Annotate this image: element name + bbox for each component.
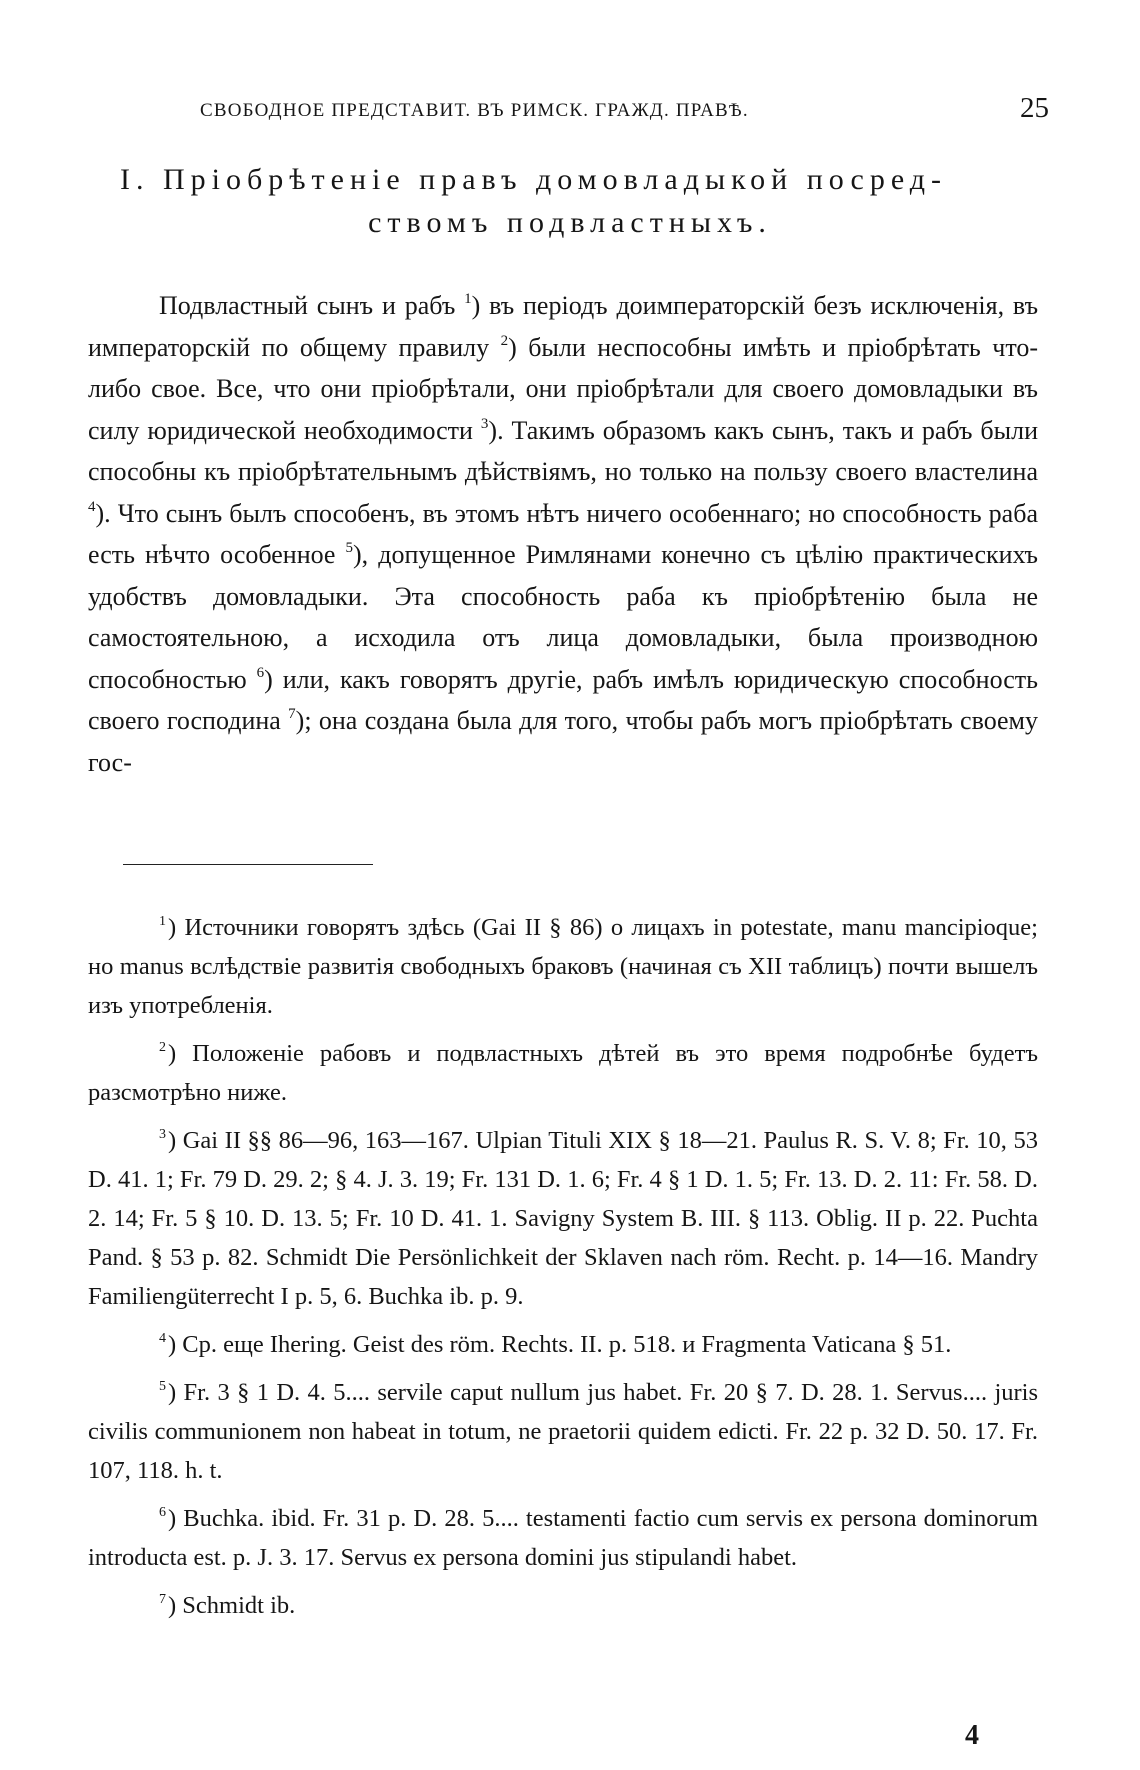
footnote-text: ) Schmidt ib.	[168, 1592, 296, 1619]
footnote-marker: 5	[159, 1379, 166, 1394]
section-title-line-2: ствомъ подвластныхъ.	[368, 206, 772, 239]
footnote-ref: 2	[500, 332, 509, 349]
section-title-line-1: I. Пріобрѣтеніе правъ домовладыкой посред-	[120, 163, 948, 196]
body-text: ) или, какъ говорятъ другіе, рабъ имѣлъ юридическую способность своего господина	[88, 664, 1038, 735]
running-header: СВОБОДНОЕ ПРЕДСТАВИТ. ВЪ РИМСК. ГРАЖД. ПРАВѢ.	[200, 100, 749, 121]
footnote-marker: 2	[159, 1040, 166, 1055]
footnote-ref: 1	[464, 291, 472, 307]
footnote-ref: 7	[288, 706, 296, 722]
footnote	[88, 1373, 1038, 1490]
footnote-ref: 6	[256, 664, 265, 681]
footnote	[88, 1325, 1038, 1364]
footnote	[88, 1586, 1038, 1625]
footnote-marker: 6	[159, 1505, 166, 1520]
footnote-text: ) Положеніе рабовъ и подвластныхъ дѣтей въ это время подробнѣе будетъ разсмотрѣно ниже.	[88, 1040, 1038, 1106]
page-number: 25	[1020, 92, 1049, 124]
body-text: Подвластный сынъ и рабъ	[159, 291, 465, 320]
footnote-text: ) Gai II §§ 86—96, 163—167. Ulpian Tituli XIX § 18—21. Paulus R. S. V. 8; Fr. 10, 53 D. 41. 1; Fr. 79 D. 29. 2; § 4. J. 3. 19; Fr. 131 D. 1. 6; Fr. 4 § 1 D. 1. 5; Fr. 13. D. 2. 11: Fr. 58. D. 2. 14; Fr. 5 § 10. D. 13. 5; Fr. 10 D. 41. 1. Savigny System B. III. § 113. Oblig. II p. 22. Puchta Pand. § 53 p. 82. Schmidt Die Persönlichkeit der Sklaven nach röm. Recht. p. 14—16. Mandry Familiengüterrecht I p. 5, 6. Buchka ib. p. 9.	[88, 1127, 1038, 1310]
footnote-marker: 7	[159, 1592, 166, 1607]
body-text: ) въ періодъ доимператорскій безъ исключенія, въ императорскій по общему правилу	[88, 291, 1039, 362]
body-text: ) были неспособны имѣть и пріобрѣтать что-либо свое. Все, что они пріобрѣтали, они пріобрѣтали для своего домовладыки въ силу юридической необходимости	[88, 332, 1038, 445]
footnote-text: ) Buchka. ibid. Fr. 31 p. D. 28. 5.... testamenti factio cum servis ex persona dominorum introducta est. p. J. 3. 17. Servus ex persona domini jus stipulandi habet.	[88, 1505, 1038, 1571]
body-text: ), допущенное Римлянами конечно съ цѣлію практическихъ удобствъ домовладыки. Эта способность раба къ пріобрѣтенію была не самостоятельною, а исходила отъ лица домовладыки, была производною способностью	[88, 540, 1038, 694]
footnote-ref: 5	[345, 540, 354, 556]
body-text: ). Такимъ образомъ какъ сынъ, такъ и рабъ были способны къ пріобрѣтательнымъ дѣйствіямъ, но только на пользу своего властелина	[88, 415, 1039, 486]
footnote-ref: 4	[88, 498, 96, 515]
footnote-marker: 3	[159, 1127, 166, 1142]
body-text: ). Что сынъ былъ способенъ, въ этомъ нѣтъ ничего особеннаго; но способность раба есть нѣчто особенное	[88, 498, 1038, 569]
footnote-text: ) Fr. 3 § 1 D. 4. 5.... servile caput nullum jus habet. Fr. 20 § 7. D. 28. 1. Servus.... juris civilis communionem non habeat in totum, ne praetorii quidem edicti. Fr. 22 p. 32 D. 50. 17. Fr. 107, 118. h. t.	[88, 1379, 1038, 1484]
body-text: ); она создана была для того, чтобы рабъ могъ пріобрѣтать своему гос-	[88, 706, 1038, 777]
footnote	[88, 1121, 1038, 1316]
body-paragraph	[88, 285, 1038, 783]
signature-mark: 4	[965, 1720, 979, 1751]
footnotes	[88, 908, 1038, 1634]
footnote-divider	[123, 864, 373, 865]
footnote-text: ) Источники говорятъ здѣсь (Gai II § 86) о лицахъ in potestate, manu mancipioque; но manus вслѣдствіе развитія свободныхъ браковъ (начиная съ XII таблицъ) почти вышелъ изъ употребленія.	[88, 914, 1038, 1019]
footnote	[88, 1499, 1038, 1577]
footnote-text: ) Ср. еще Ihering. Geist des röm. Rechts. II. p. 518. и Fragmenta Vaticana § 51.	[168, 1331, 952, 1358]
footnote-marker: 1	[159, 914, 166, 929]
footnote-marker: 4	[159, 1331, 166, 1346]
footnote	[88, 1034, 1038, 1112]
footnote	[88, 908, 1038, 1025]
footnote-ref: 3	[480, 415, 489, 432]
